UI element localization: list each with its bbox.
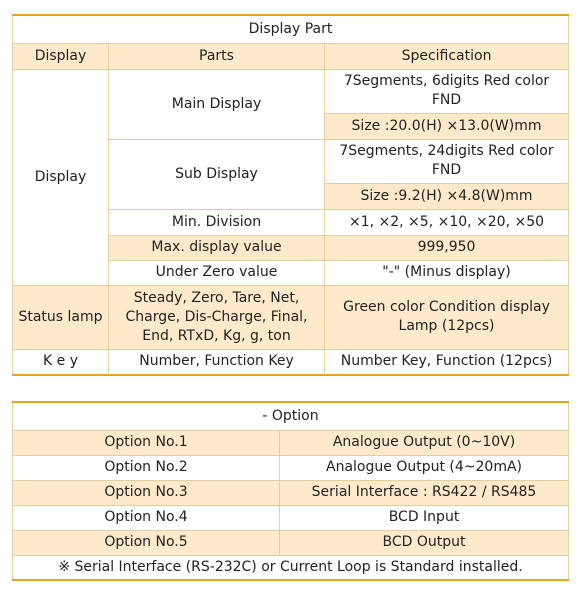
status-lamp-parts: Steady, Zero, Tare, Net, Charge, Dis-Charge, Final, End, RTxD, Kg, g, ton <box>109 285 325 349</box>
sub-display-part: Sub Display <box>109 139 325 209</box>
under-zero-spec: "-" (Minus display) <box>325 260 569 285</box>
option-name: Option No.1 <box>13 430 280 455</box>
main-display-size: Size :20.0(H) ×13.0(W)mm <box>325 113 569 139</box>
min-division-part: Min. Division <box>109 209 325 235</box>
option-value: Serial Interface : RS422 / RS485 <box>280 480 569 505</box>
option-value: Analogue Output (4~20mA) <box>280 455 569 480</box>
display-part-table <box>12 14 569 376</box>
key-label: K e y <box>13 349 109 375</box>
header-display: Display <box>13 43 109 69</box>
sub-display-size: Size :9.2(H) ×4.8(W)mm <box>325 183 569 209</box>
sub-display-spec: 7Segments, 24digits Red color FND <box>325 139 569 183</box>
option-name: Option No.4 <box>13 505 280 530</box>
main-display-spec: 7Segments, 6digits Red color FND <box>325 69 569 113</box>
display-part-title: Display Part <box>13 15 569 43</box>
max-display-spec: 999,950 <box>325 235 569 260</box>
min-division-spec: ×1, ×2, ×5, ×10, ×20, ×50 <box>325 209 569 235</box>
option-title: - Option <box>13 402 569 430</box>
header-parts: Parts <box>109 43 325 69</box>
status-lamp-label: Status lamp <box>13 285 109 349</box>
header-specification: Specification <box>325 43 569 69</box>
key-parts: Number, Function Key <box>109 349 325 375</box>
option-value: Analogue Output (0~10V) <box>280 430 569 455</box>
max-display-part: Max. display value <box>109 235 325 260</box>
option-value: BCD Input <box>280 505 569 530</box>
option-value: BCD Output <box>280 530 569 555</box>
status-lamp-spec: Green color Condition display Lamp (12pcs) <box>325 285 569 349</box>
display-group-label: Display <box>13 69 109 285</box>
option-name: Option No.5 <box>13 530 280 555</box>
option-name: Option No.2 <box>13 455 280 480</box>
main-display-part: Main Display <box>109 69 325 139</box>
under-zero-part: Under Zero value <box>109 260 325 285</box>
option-note: ※ Serial Interface (RS-232C) or Current Loop is Standard installed. <box>13 555 569 580</box>
option-table <box>12 401 569 581</box>
option-name: Option No.3 <box>13 480 280 505</box>
key-spec: Number Key, Function (12pcs) <box>325 349 569 375</box>
